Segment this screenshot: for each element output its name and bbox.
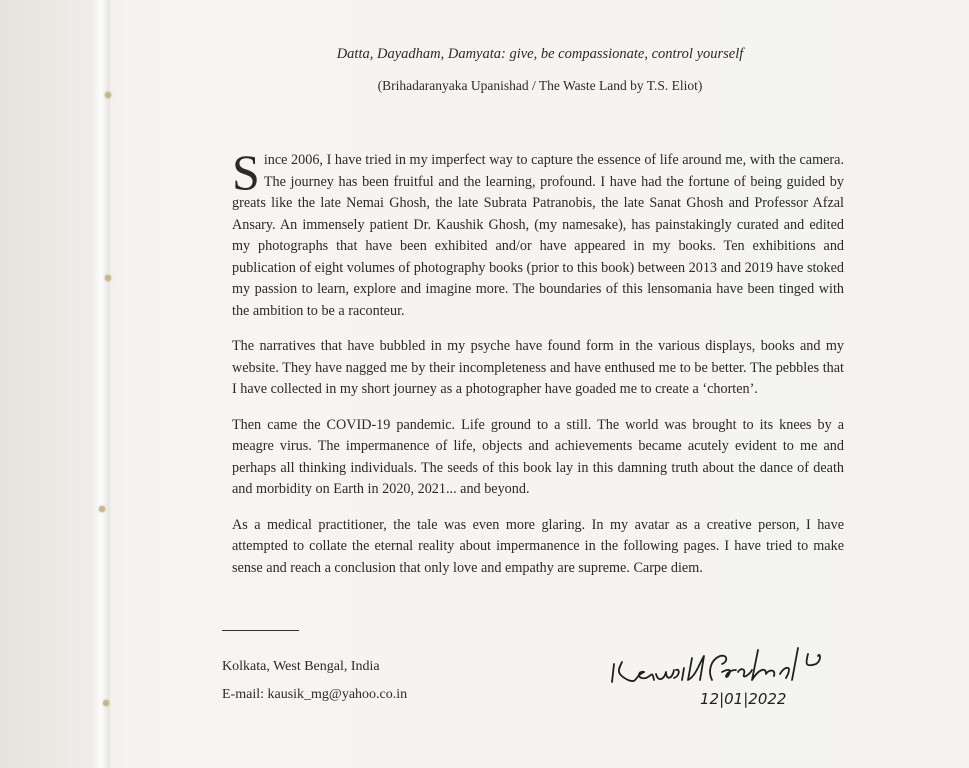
stitch-hole xyxy=(105,92,111,98)
page-edge xyxy=(92,0,110,768)
body-text xyxy=(232,144,844,593)
handwritten-signature xyxy=(608,640,838,710)
stitch-hole xyxy=(103,700,109,706)
drop-cap: S xyxy=(232,144,260,200)
paragraph-1 xyxy=(232,144,844,322)
epigraph-source: (Brihadaranyaka Upanishad / The Waste Land by T.S. Eliot) xyxy=(377,78,703,93)
email-text: E-mail: kausik_mg@yahoo.co.in xyxy=(222,687,408,702)
location-text: Kolkata, West Bengal, India xyxy=(222,659,380,674)
stitch-hole xyxy=(99,506,105,512)
epigraph: Datta, Dayadham, Damyata: give, be compassionate, control yourself xyxy=(336,46,744,62)
paragraph-1-text: ince 2006, I have tried in my imperfect way to capture the essence of life around me, with the camera. The journey has been fruitful and the learning, profound. I have had the fortune of being guided by greats like the late Nemai Ghosh, the late Subrata Patranobis, the late Sanat Ghosh and Professor Afzal Ansary. An immensely patient Dr. Kaushik Ghosh, (my namesake), has painstakingly curated and edited my photographs that have been exhibited and/or have appeared in my books. Ten exhibitions and publication of eight volumes of photography books (prior to this book) between 2013 and 2019 have stoked my passion to learn, explore and imagine more. The boundaries of this lensomania have been tinged with the ambition to be a raconteur. xyxy=(232,152,844,319)
paragraph-4: As a medical practitioner, the tale was even more glaring. In my avatar as a creative person, I have attempted to collate the eternal reality about impermanence in the following pages. I have tried to make sense and reach a conclusion that only love and empathy are supreme. Carpe diem. xyxy=(232,516,844,576)
paragraph-2: The narratives that have bubbled in my psyche have found form in the various displays, books and my website. They have nagged me by their incompleteness and have enthused me to be better. The pebbles that I have collected in my short journey as a photographer have goaded me to create a ‘chorten’. xyxy=(232,338,844,397)
paragraph-3: Then came the COVID-19 pandemic. Life ground to a still. The world was brought to its knees by a meagre virus. The impermanence of life, objects and achievements became acutely evident to me and perhaps all thinking individuals. The seeds of this book lay in this damning truth about the dance of death and morbidity on Earth in 2020, 2021... and beyond. xyxy=(232,416,844,497)
divider-rule xyxy=(222,630,299,631)
stitch-hole xyxy=(105,275,111,281)
signature-date: 12|01|2022 xyxy=(700,690,787,708)
